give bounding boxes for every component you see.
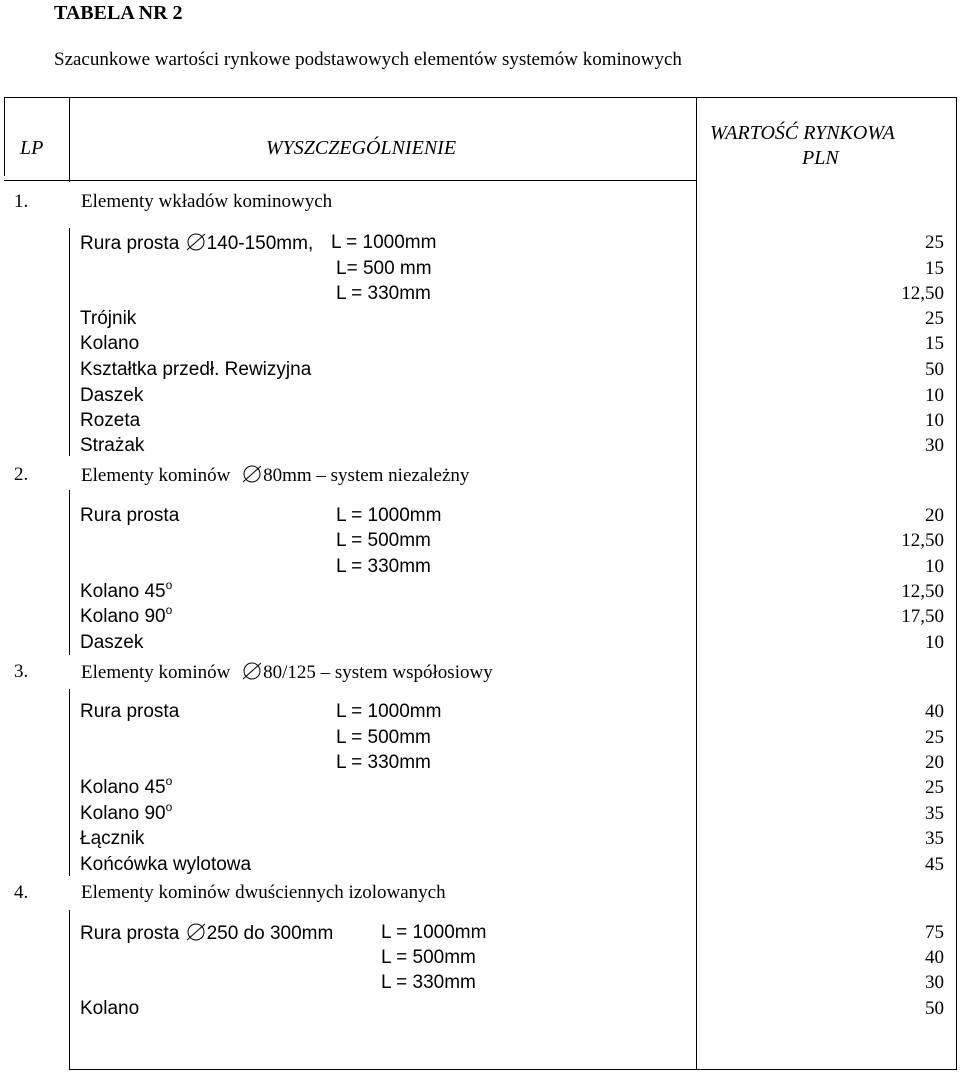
- section-2-row-5-value: 17,50: [901, 606, 944, 627]
- diameter-icon: [185, 923, 207, 941]
- table-bottom-border: [69, 1069, 957, 1070]
- section-2-row-5-item: [80, 603, 173, 627]
- column-divider-lp: [69, 97, 70, 182]
- section-3-title: [81, 662, 493, 682]
- section-3-row-5-value: 35: [925, 803, 944, 824]
- section-3-row-1-length: L = 1000mm: [336, 701, 442, 722]
- section-1-row-9-item: Strażak: [80, 435, 145, 456]
- section-4-row-1-item: [80, 923, 333, 943]
- column-divider-value: [696, 97, 697, 1070]
- section-2-row-6-value: 10: [925, 632, 944, 653]
- section-2-row-1-length: L = 1000mm: [336, 505, 442, 526]
- item-label: Kolano 45: [80, 581, 166, 602]
- table-left-border-lower: [4, 171, 5, 176]
- column-divider-lp-lower3: [69, 689, 70, 876]
- section-1-row-2-value: 15: [925, 258, 944, 279]
- section-1-row-9-value: 30: [925, 435, 944, 456]
- section-3-row-6-item: Łącznik: [80, 828, 145, 849]
- section-2-row-1-value: 20: [925, 505, 944, 526]
- section-1-row-4-value: 25: [925, 308, 944, 329]
- section-4-row-3-length: L = 330mm: [381, 972, 476, 993]
- header-lp: LP: [20, 137, 44, 159]
- header-value-line1: WARTOŚĆ RYNKOWA: [710, 122, 895, 144]
- section-3-row-7-value: 45: [925, 854, 944, 875]
- degree-sup: o: [165, 774, 173, 788]
- section-3-number: 3.: [14, 661, 29, 682]
- section-1-row-1-length: L = 1000mm: [331, 232, 437, 253]
- section-1-row-8-value: 10: [925, 410, 944, 431]
- section-1-row-7-item: Daszek: [80, 385, 144, 406]
- section-4-row-2-length: L = 500mm: [381, 947, 476, 968]
- header-value-line2: PLN: [802, 147, 839, 169]
- diameter-icon: [185, 233, 207, 251]
- degree-sup: o: [165, 800, 173, 814]
- section-1-title: Elementy wkładów kominowych: [81, 191, 333, 212]
- section-2-row-4-value: 12,50: [901, 581, 944, 602]
- section-2-row-1-item: Rura prosta: [80, 505, 180, 526]
- column-divider-lp-lower: [69, 228, 70, 456]
- section-3-row-3-value: 20: [925, 752, 944, 773]
- item-label: Kolano 90: [80, 606, 166, 627]
- document-title: Szacunkowe wartości rynkowe podstawowych elementów systemów kominowych: [54, 49, 682, 70]
- section-4-row-3-value: 30: [925, 972, 944, 993]
- section-1-row-4-item: Trójnik: [80, 308, 137, 329]
- column-divider-lp-lower2: [69, 490, 70, 655]
- item-dimension: 140-150mm,: [206, 233, 314, 254]
- section-3-row-2-length: L = 500mm: [336, 727, 431, 748]
- section-3-row-3-length: L = 330mm: [336, 752, 431, 773]
- header-bottom-border: [4, 180, 697, 181]
- section-4-row-4-item: Kolano: [80, 998, 140, 1019]
- section-3-row-1-item: Rura prosta: [80, 701, 180, 722]
- section-2-row-6-item: Daszek: [80, 632, 144, 653]
- section-3-row-7-item: Końcówka wylotowa: [80, 854, 252, 875]
- section-1-row-5-item: Kolano: [80, 333, 140, 354]
- section-3-row-5-item: [80, 800, 173, 824]
- section-4-title: Elementy kominów dwuściennych izolowanych: [81, 882, 446, 903]
- section-title-text: 80/125 – system współosiowy: [263, 662, 493, 683]
- section-3-row-2-value: 25: [925, 727, 944, 748]
- section-title-text: Elementy kominów: [81, 662, 231, 683]
- section-1-row-6-value: 50: [925, 359, 944, 380]
- section-2-row-2-value: 12,50: [901, 530, 944, 551]
- section-2-row-3-length: L = 330mm: [336, 556, 431, 577]
- item-dimension: 250 do 300mm: [206, 923, 334, 944]
- section-1-row-7-value: 10: [925, 385, 944, 406]
- section-1-row-3-length: L = 330mm: [336, 283, 431, 304]
- item-label: Kolano 45: [80, 777, 166, 798]
- section-title-text: 80mm – system niezależny: [263, 465, 470, 486]
- section-2-number: 2.: [14, 464, 29, 485]
- table-number: TABELA NR 2: [54, 2, 183, 24]
- header-specification: WYSZCZEGÓLNIENIE: [266, 137, 457, 159]
- section-1-row-8-item: Rozeta: [80, 410, 141, 431]
- degree-sup: o: [165, 603, 173, 617]
- section-4-row-1-length: L = 1000mm: [381, 922, 487, 943]
- table-left-border: [4, 97, 5, 171]
- section-1-row-2-length: L= 500 mm: [336, 258, 432, 279]
- section-1-row-6-item: Kształtka przedł. Rewizyjna: [80, 359, 312, 380]
- section-1-row-5-value: 15: [925, 333, 944, 354]
- section-1-row-1-item: [80, 233, 313, 253]
- section-title-text: Elementy kominów: [81, 465, 231, 486]
- section-3-row-4-item: [80, 774, 173, 798]
- section-4-row-1-value: 75: [925, 922, 944, 943]
- section-1-number: 1.: [14, 191, 29, 212]
- degree-sup: o: [165, 578, 173, 592]
- section-2-row-3-value: 10: [925, 556, 944, 577]
- section-1-row-1-value: 25: [925, 232, 944, 253]
- item-label: Kolano 90: [80, 803, 166, 824]
- section-2-row-2-length: L = 500mm: [336, 530, 431, 551]
- section-3-row-6-value: 35: [925, 828, 944, 849]
- section-1-row-3-value: 12,50: [901, 283, 944, 304]
- item-label: Rura prosta: [80, 233, 180, 254]
- diameter-icon: [241, 662, 263, 680]
- section-3-row-1-value: 40: [925, 701, 944, 722]
- table-top-border: [4, 97, 957, 98]
- diameter-icon: [241, 465, 263, 483]
- table-right-border: [956, 97, 957, 1070]
- section-2-row-4-item: [80, 578, 173, 602]
- section-4-row-4-value: 50: [925, 998, 944, 1019]
- item-label: Rura prosta: [80, 923, 180, 944]
- column-divider-lp-lower4: [69, 910, 70, 1070]
- section-2-title: [81, 465, 469, 485]
- section-4-row-2-value: 40: [925, 947, 944, 968]
- section-4-number: 4.: [14, 882, 29, 903]
- section-3-row-4-value: 25: [925, 777, 944, 798]
